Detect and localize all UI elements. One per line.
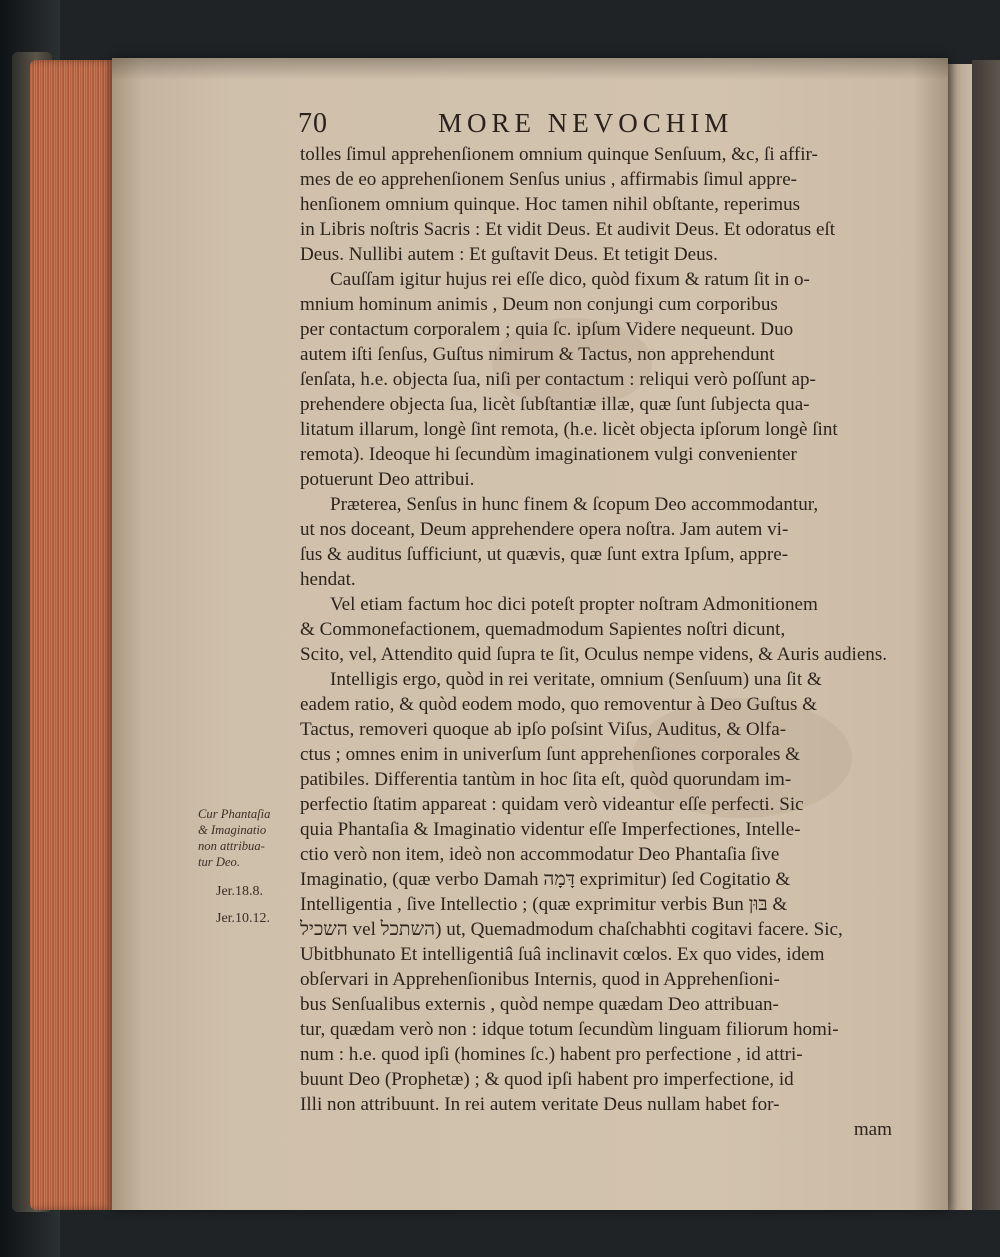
text-line: & Commonefactionem, quemadmodum Sapientes noſtri dicunt, (300, 619, 786, 640)
text-line: tolles ſimul apprehenſionem omnium quinque Senſuum, &c, ſi affir- (300, 144, 818, 165)
text-line: Deus. Nullibi autem : Et guſtavit Deus. Et tetigit Deus. (300, 244, 718, 265)
text-line: Cauſſam igitur hujus rei eſſe dico, quòd fixum & ratum ſit in o- (330, 269, 810, 290)
margin-reference: Jer.18.8. (216, 884, 264, 899)
text-line: mnium hominum animis , Deum non conjungi cum corporibus (300, 294, 778, 315)
text-line: eadem ratio, & quòd eodem modo, quo removentur à Deo Guſtus & (300, 694, 818, 715)
margin-note (198, 806, 294, 876)
page-number: 70 (298, 108, 328, 139)
text-line: ut nos doceant, Deum apprehendere opera noſtra. Jam autem vi- (300, 519, 789, 540)
text-line: השכיל vel השתכל) ut, Quemadmodum chaſchabhti cogitavi facere. Sic, (300, 919, 843, 940)
text-line: Vel etiam factum hoc dici poteſt propter noſtram Admonitionem (330, 594, 818, 615)
margin-note-line: Cur Phantaſia (198, 807, 271, 821)
text-line: prehendere objecta ſua, licèt ſubſtantiæ illæ, quæ ſunt ſubjecta qua- (300, 394, 810, 415)
text-line: Tactus, removeri quoque ab ipſo poſsint Viſus, Auditus, & Olfa- (300, 719, 787, 740)
text-line: mes de eo apprehenſionem Senſus unius , affirmabis ſimul appre- (300, 169, 798, 190)
text-line: autem iſti ſenſus, Guſtus nimirum & Tactus, non apprehendunt (300, 344, 775, 365)
facing-page-shadow (972, 60, 1000, 1210)
text-line: num : h.e. quod ipſi (homines ſc.) habent pro perfectione , id attri- (300, 1044, 803, 1065)
text-line: hendat. (300, 569, 356, 590)
facing-page-edge (948, 64, 972, 1210)
text-line: ſenſata, h.e. objecta ſua, niſi per contactum : reliqui verò poſſunt ap- (300, 369, 816, 390)
text-line: in Libris noſtris Sacris : Et vidit Deus. Et audivit Deus. Et odoratus eſt (300, 219, 836, 240)
text-line: Intelligis ergo, quòd in rei veritate, omnium (Senſuum) una ſit & (330, 669, 822, 690)
text-line: potuerunt Deo attribui. (300, 469, 475, 490)
text-line: bus Senſualibus externis , quòd nempe quædam Deo attribuan- (300, 994, 779, 1015)
text-line: quia Phantaſia & Imaginatio videntur eſſe Imperfectiones, Intelle- (300, 819, 801, 840)
text-line: per contactum corporalem ; quia ſc. ipſum Videre nequeunt. Duo (300, 319, 794, 340)
text-line: obſervari in Apprehenſionibus Internis, quod in Apprehenſioni- (300, 969, 780, 990)
text-line: buunt Deo (Prophetæ) ; & quod ipſi habent pro imperfectione, id (300, 1069, 794, 1090)
text-line: Scito, vel, Attendito quid ſupra te ſit, Oculus nempe videns, & Auris audiens. (300, 644, 888, 665)
text-line: Imaginatio, (quæ verbo Damah דָּמָה exprimitur) ſed Cogitatio & (300, 869, 791, 890)
margin-reference: Jer.10.12. (216, 911, 271, 926)
text-line: perfectio ſtatim appareat : quidam verò videantur eſſe perfecti. Sic (300, 794, 804, 815)
margin-note-line: non attribua- (198, 839, 265, 853)
text-line: Præterea, Senſus in hunc finem & ſcopum Deo accommodantur, (330, 494, 819, 515)
running-title: MORE NEVOCHIM (438, 108, 734, 138)
text-line: Ubitbhunato Et intelligentiâ ſuâ inclinavit cœlos. Ex quo vides, idem (300, 944, 825, 965)
margin-note-line: tur Deo. (198, 855, 240, 869)
page-edges (30, 60, 118, 1210)
text-line: ctio verò non item, ideò non accommodatur Deo Phantaſia ſive (300, 844, 780, 865)
page-shadow (112, 58, 948, 80)
text-line: ctus ; omnes enim in univerſum ſunt apprehenſiones corporales & (300, 744, 801, 765)
text-line: tur, quædam verò non : idque totum ſecundùm linguam filiorum homi- (300, 1019, 839, 1040)
margin-note-line: & Imaginatio (198, 823, 267, 837)
text-line: henſionem omnium quinque. Hoc tamen nihil obſtante, reperimus (300, 194, 801, 215)
catchword: mam (853, 1119, 892, 1140)
text-line: patibiles. Differentia tantùm in hoc ſita eſt, quòd quorundam im- (300, 769, 792, 790)
text-line: ſus & auditus ſufficiunt, ut quævis, quæ ſunt extra Ipſum, appre- (300, 544, 789, 565)
text-line: Illi non attribuunt. In rei autem veritate Deus nullam habet for- (300, 1094, 780, 1115)
text-line: remota). Ideoque hi ſecundùm imaginationem vulgi convenienter (300, 444, 797, 465)
text-line: Intelligentia , ſive Intellectio ; (quæ exprimitur verbis Bun בּוּן & (300, 894, 788, 915)
text-line: litatum illarum, longè ſint remota, (h.e. licèt objecta ipſorum longè ſint (300, 419, 838, 440)
